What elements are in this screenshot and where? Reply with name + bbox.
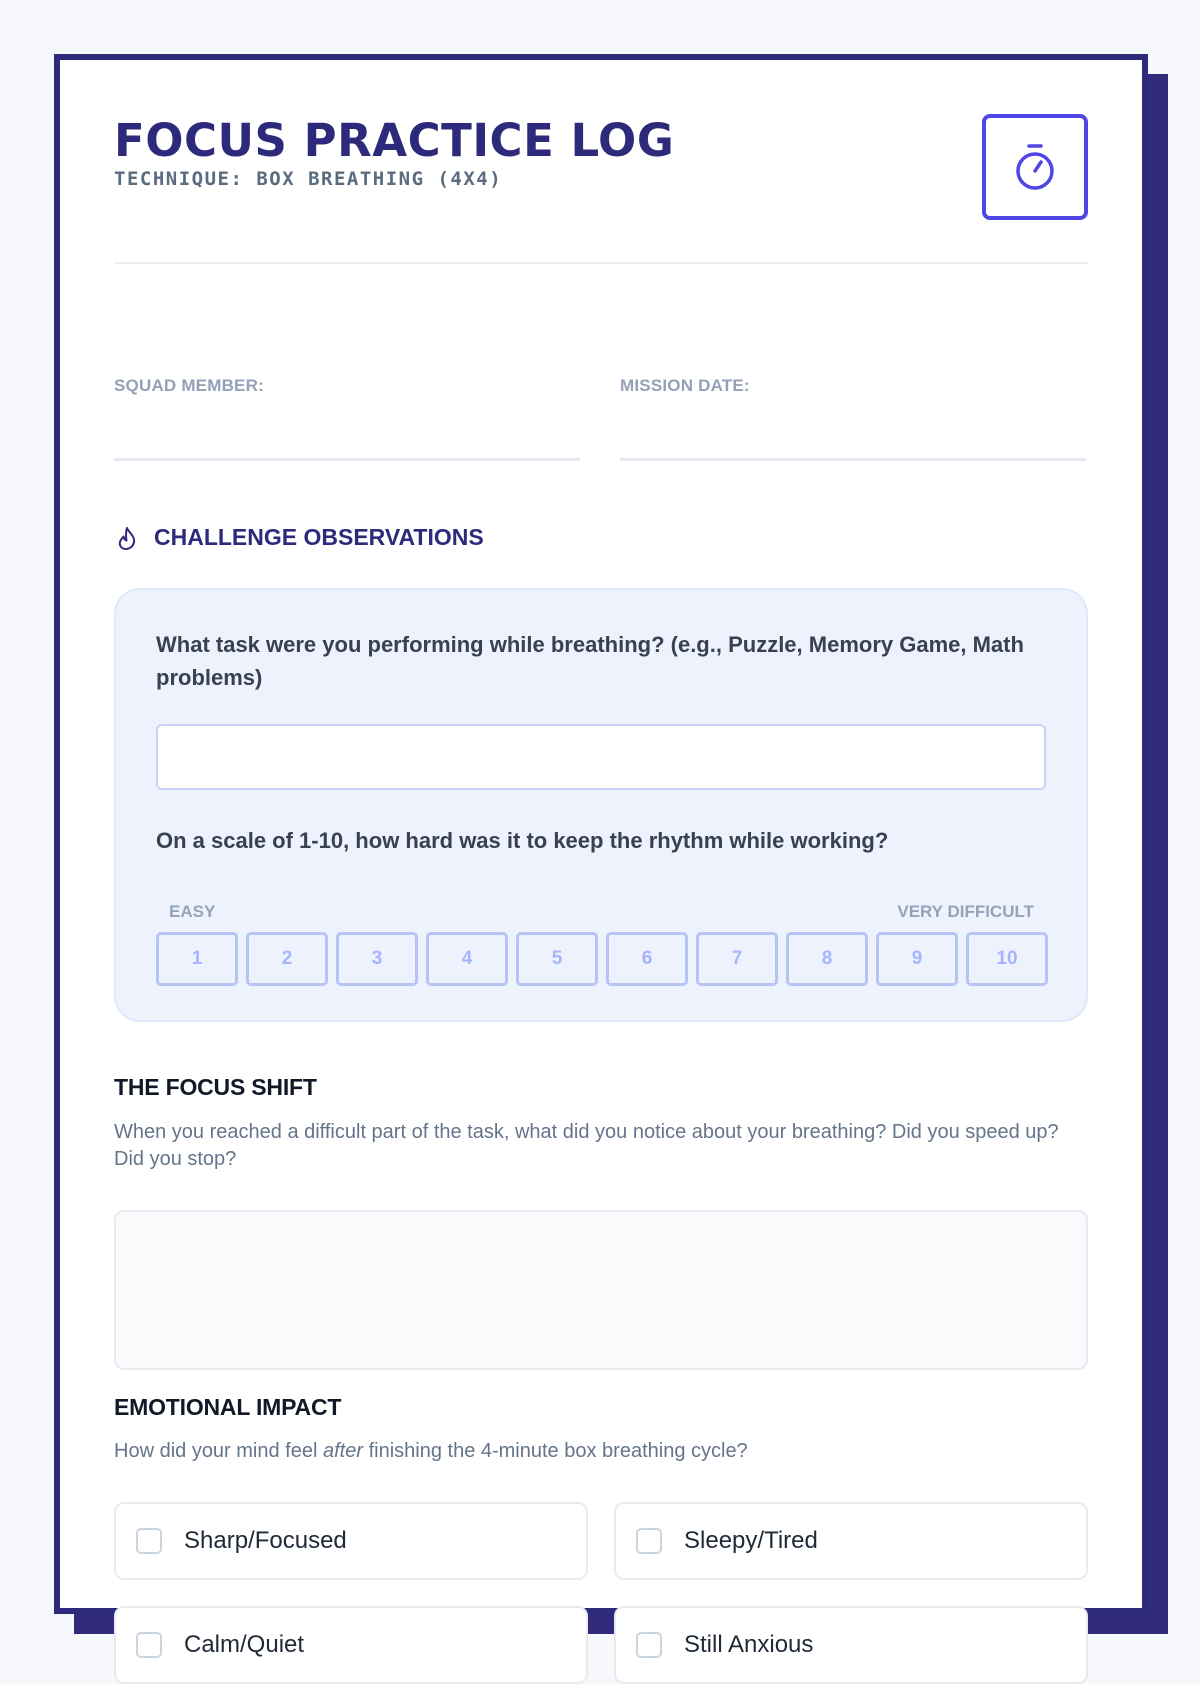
difficulty-scale xyxy=(156,932,1048,986)
task-question: What task were you performing while breathing? (e.g., Puzzle, Memory Game, Math problems) xyxy=(156,632,1024,690)
scale-option-9[interactable]: 9 xyxy=(876,932,958,986)
emotional-impact-title: EMOTIONAL IMPACT xyxy=(114,1394,342,1420)
option-still-anxious[interactable] xyxy=(614,1606,1088,1684)
scale-max-label: VERY DIFFICULT xyxy=(897,902,1034,921)
scale-option-10[interactable]: 10 xyxy=(966,932,1048,986)
scale-option-8[interactable]: 8 xyxy=(786,932,868,986)
scale-min-label: EASY xyxy=(169,902,216,921)
section-title: CHALLENGE OBSERVATIONS xyxy=(154,524,484,550)
squad-member-label: SQUAD MEMBER: xyxy=(114,376,264,395)
scale-option-5[interactable]: 5 xyxy=(516,932,598,986)
scale-option-6[interactable]: 6 xyxy=(606,932,688,986)
scale-option-1[interactable]: 1 xyxy=(156,932,238,986)
checkbox[interactable] xyxy=(636,1528,662,1554)
option-sleepy-tired[interactable] xyxy=(614,1502,1088,1580)
task-input[interactable] xyxy=(156,724,1046,790)
stopwatch-icon xyxy=(982,114,1088,220)
mission-date-field[interactable] xyxy=(620,458,1086,461)
scale-option-4[interactable]: 4 xyxy=(426,932,508,986)
scale-option-2[interactable]: 2 xyxy=(246,932,328,986)
focus-shift-description: When you reached a difficult part of the task, what did you notice about your breathing? Did you speed up? Did you stop? xyxy=(114,1121,1059,1170)
option-label: Still Anxious xyxy=(684,1631,814,1658)
card-content xyxy=(114,114,1088,1658)
option-label: Sharp/Focused xyxy=(184,1527,347,1554)
focus-shift-response[interactable] xyxy=(114,1210,1088,1370)
description-emphasis: after xyxy=(322,1440,364,1462)
option-label: Calm/Quiet xyxy=(184,1631,305,1658)
page-title: FOCUS PRACTICE LOG xyxy=(114,114,675,167)
option-sharp-focused[interactable] xyxy=(114,1502,588,1580)
checkbox[interactable] xyxy=(136,1528,162,1554)
description-text: How did your mind feel xyxy=(114,1440,323,1462)
page-subtitle: TECHNIQUE: BOX BREATHING (4X4) xyxy=(114,168,503,190)
option-label: Sleepy/Tired xyxy=(684,1527,818,1554)
option-calm-quiet[interactable] xyxy=(114,1606,588,1684)
checkbox[interactable] xyxy=(136,1632,162,1658)
mission-date-label: MISSION DATE: xyxy=(620,376,750,395)
challenge-panel xyxy=(114,588,1088,1022)
scale-option-3[interactable]: 3 xyxy=(336,932,418,986)
checkbox[interactable] xyxy=(636,1632,662,1658)
description-text-end: finishing the 4-minute box breathing cycle? xyxy=(363,1440,748,1462)
challenge-section-header xyxy=(114,524,484,551)
scale-option-7[interactable]: 7 xyxy=(696,932,778,986)
squad-member-field[interactable] xyxy=(114,458,580,461)
log-card xyxy=(54,54,1148,1658)
header xyxy=(114,114,1088,190)
flame-icon xyxy=(114,525,140,551)
emotional-impact-description xyxy=(114,1438,1088,1465)
focus-shift-title: THE FOCUS SHIFT xyxy=(114,1074,317,1100)
header-divider xyxy=(114,262,1088,264)
scale-question: On a scale of 1-10, how hard was it to keep the rhythm while working? xyxy=(156,828,889,853)
